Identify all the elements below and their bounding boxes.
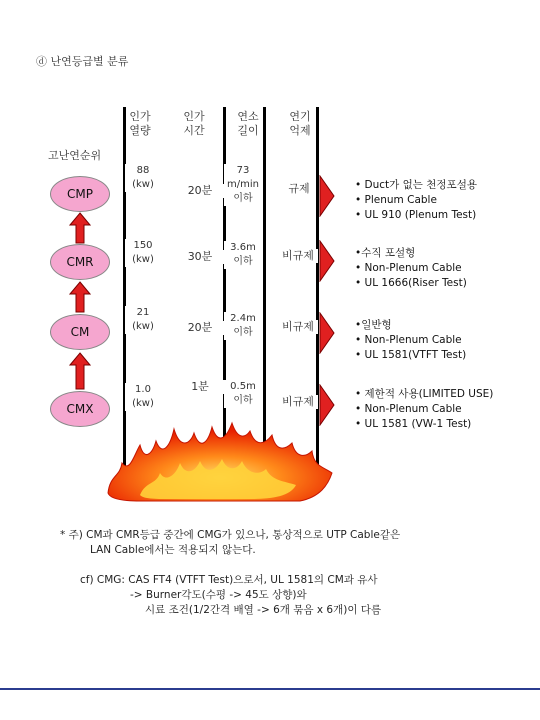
smoke-value: 비규제	[278, 320, 318, 334]
heat-value: 1.0 (kw)	[125, 383, 161, 411]
description-line: • UL 910 (Plenum Test)	[355, 209, 477, 221]
flame-icon	[100, 415, 340, 505]
footer-divider	[0, 688, 540, 690]
right-arrow-icon	[319, 240, 335, 282]
note-line: * 주) CM과 CMR등급 중간에 CMG가 있으나, 통상적으로 UTP Cable같은	[60, 529, 401, 541]
description-line: • UL 1666(Riser Test)	[355, 277, 467, 289]
column-divider	[123, 107, 126, 467]
length-value: 73 m/min 이하	[224, 164, 262, 206]
grade-label: CMX	[66, 402, 94, 416]
heat-value: 88 (kw)	[125, 164, 161, 192]
description-line: • Non-Plenum Cable	[355, 262, 462, 274]
description-line: •일반형	[355, 319, 392, 331]
length-value: 0.5m 이하	[224, 380, 262, 408]
heat-value: 150 (kw)	[125, 239, 161, 267]
time-value: 1분	[176, 380, 224, 394]
smoke-value: 규제	[282, 182, 316, 196]
rank-axis-label: 고난연순위	[48, 149, 102, 162]
grade-label: CMP	[67, 187, 93, 201]
description-line: • Non-Plenum Cable	[355, 403, 462, 415]
right-arrow-icon	[319, 384, 335, 426]
note-line: -> Burner각도(수평 -> 45도 상향)와	[130, 589, 307, 601]
description-line: • UL 1581(VTFT Test)	[355, 349, 467, 361]
header-time: 인가 시간	[183, 110, 205, 137]
grade-label: CM	[70, 325, 90, 339]
smoke-value: 비규제	[278, 395, 318, 409]
time-value: 20분	[176, 321, 224, 335]
grade-cmr	[50, 244, 110, 280]
length-value: 3.6m 이하	[224, 241, 262, 269]
grade-cmp	[50, 176, 110, 212]
note-line: cf) CMG: CAS FT4 (VTFT Test)으로서, UL 1581의 CM과 유사	[80, 574, 378, 586]
length-value: 2.4m 이하	[224, 312, 262, 340]
heat-value: 21 (kw)	[125, 306, 161, 334]
header-heat: 인가 열량	[129, 110, 151, 137]
time-value: 30분	[176, 250, 224, 264]
description-line: • Duct가 없는 천정포설용	[355, 179, 477, 191]
right-arrow-icon	[319, 175, 335, 217]
column-divider	[263, 107, 266, 467]
grade-label: CMR	[66, 255, 94, 269]
note-line: 시료 조건(1/2간격 배열 -> 6개 묶음 x 6개)이 다름	[145, 604, 382, 616]
page-title: ⓓ 난연등급별 분류	[36, 55, 129, 68]
description-line: •수직 포설형	[355, 247, 416, 259]
description-line: • UL 1581 (VW-1 Test)	[355, 418, 472, 430]
header-length: 연소 길이	[237, 110, 259, 137]
header-smoke: 연기 억제	[289, 110, 311, 137]
smoke-value: 비규제	[278, 249, 318, 263]
grade-description	[355, 387, 493, 432]
up-arrow-icon	[69, 212, 91, 244]
up-arrow-icon	[69, 352, 91, 390]
note-line: LAN Cable에서는 적용되지 않는다.	[90, 544, 256, 556]
right-arrow-icon	[319, 312, 335, 354]
column-divider	[223, 107, 226, 467]
up-arrow-icon	[69, 281, 91, 313]
grade-description	[355, 178, 477, 223]
description-line: • Plenum Cable	[355, 194, 437, 206]
time-value: 20분	[176, 184, 224, 198]
grade-description	[355, 318, 466, 363]
description-line: • 제한적 사용(LIMITED USE)	[355, 388, 494, 400]
grade-cm	[50, 314, 110, 350]
grade-description	[355, 246, 467, 291]
description-line: • Non-Plenum Cable	[355, 334, 462, 346]
